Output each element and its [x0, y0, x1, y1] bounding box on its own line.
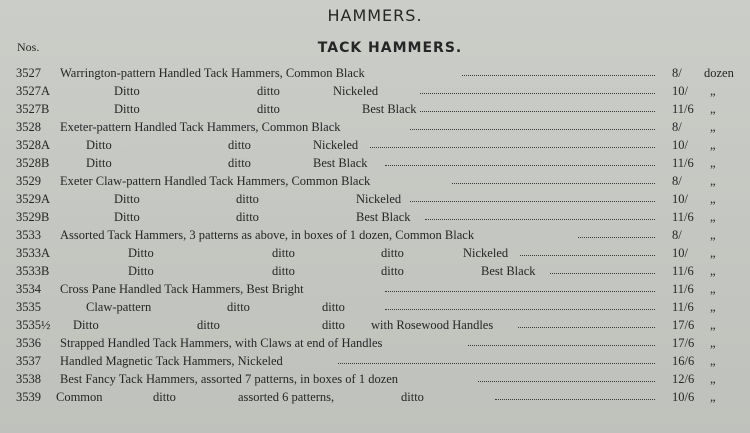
item-description: Ditto — [86, 138, 112, 152]
item-variant-col: ditto — [322, 300, 345, 314]
item-ditto-col: ditto — [272, 264, 295, 278]
dot-leader — [425, 219, 655, 220]
item-price: 11/6 — [672, 156, 694, 170]
table-row — [0, 370, 750, 388]
item-ditto-col: ditto — [272, 246, 295, 260]
item-unit: „ — [710, 174, 716, 188]
item-price: 10/ — [672, 138, 688, 152]
item-price: 11/6 — [672, 264, 694, 278]
item-number: 3529 — [16, 174, 41, 188]
item-number: 3533 — [16, 228, 41, 242]
dot-leader — [410, 201, 655, 202]
item-price: 10/6 — [672, 390, 695, 404]
dot-leader — [370, 147, 655, 148]
dot-leader — [385, 309, 655, 310]
item-number: 3528A — [16, 138, 51, 152]
item-number: 3535 — [16, 300, 41, 314]
table-row — [0, 352, 750, 370]
item-description: Ditto — [114, 210, 140, 224]
item-unit: „ — [710, 246, 716, 260]
item-price: 10/ — [672, 84, 688, 98]
item-ditto-col: ditto — [257, 102, 280, 116]
item-variant-col: Nickeled — [333, 84, 379, 98]
item-ditto-col: ditto — [236, 210, 259, 224]
table-row — [0, 154, 750, 172]
table-row — [0, 208, 750, 226]
dot-leader — [420, 111, 655, 112]
item-price: 11/6 — [672, 300, 694, 314]
item-description: Ditto — [73, 318, 99, 332]
table-row — [0, 226, 750, 244]
table-row — [0, 118, 750, 136]
table-row — [0, 388, 750, 406]
item-variant-col: ditto — [322, 318, 345, 332]
dot-leader — [578, 237, 655, 238]
item-unit: „ — [710, 336, 716, 350]
item-number: 3535½ — [16, 318, 51, 332]
item-description: Handled Magnetic Tack Hammers, Nickeled — [60, 354, 283, 368]
item-price: 12/6 — [672, 372, 695, 386]
table-row — [0, 82, 750, 100]
item-unit: „ — [710, 318, 716, 332]
dot-leader — [518, 327, 655, 328]
item-finish-col: with Rosewood Handles — [371, 318, 494, 332]
dot-leader — [420, 93, 655, 94]
dot-leader — [338, 363, 655, 364]
table-row — [0, 298, 750, 316]
item-description: Claw-pattern — [86, 300, 152, 314]
item-number: 3536 — [16, 336, 41, 350]
page-title: HAMMERS. — [327, 6, 423, 25]
item-description: Assorted Tack Hammers, 3 patterns as above, in boxes of 1 dozen, Common Black — [60, 228, 475, 242]
item-description: Ditto — [114, 102, 140, 116]
item-finish-col: Best Black — [481, 264, 536, 278]
item-number: 3534 — [16, 282, 41, 296]
item-price: 11/6 — [672, 210, 694, 224]
table-row — [0, 244, 750, 262]
table-row — [0, 262, 750, 280]
table-row — [0, 190, 750, 208]
item-price: 16/6 — [672, 354, 695, 368]
item-variant-col: Best Black — [356, 210, 411, 224]
item-unit: „ — [710, 372, 716, 386]
dot-leader — [550, 273, 655, 274]
item-unit: „ — [710, 102, 716, 116]
item-unit: „ — [710, 228, 716, 242]
item-price: 8/ — [672, 174, 682, 188]
table-row — [0, 172, 750, 190]
item-price: 10/ — [672, 192, 688, 206]
dot-leader — [495, 399, 655, 400]
nos-column-header: Nos. — [17, 40, 40, 54]
item-number: 3529B — [16, 210, 50, 224]
item-price: 8/ — [672, 228, 682, 242]
item-description: Ditto — [114, 192, 140, 206]
item-number: 3527A — [16, 84, 51, 98]
item-description: Best Fancy Tack Hammers, assorted 7 patterns, in boxes of 1 dozen — [60, 372, 399, 386]
dot-leader — [385, 291, 655, 292]
item-variant-col: Nickeled — [313, 138, 359, 152]
item-unit: „ — [710, 192, 716, 206]
dot-leader — [478, 381, 655, 382]
item-description: Ditto — [128, 246, 154, 260]
dot-leader — [452, 183, 655, 184]
item-price: 8/ — [672, 120, 682, 134]
item-number: 3539 — [16, 390, 41, 404]
item-description: Exeter-pattern Handled Tack Hammers, Common Black — [60, 120, 341, 134]
item-unit: „ — [710, 264, 716, 278]
item-description: Cross Pane Handled Tack Hammers, Best Bright — [60, 282, 304, 296]
item-description: Ditto — [114, 84, 140, 98]
item-variant-col: ditto — [381, 246, 404, 260]
section-subtitle: TACK HAMMERS. — [317, 40, 463, 56]
dot-leader — [385, 165, 655, 166]
dot-leader — [410, 129, 655, 130]
item-description: Strapped Handled Tack Hammers, with Claws at end of Handles — [60, 336, 383, 350]
item-number: 3528B — [16, 156, 50, 170]
item-price: 17/6 — [672, 318, 695, 332]
dot-leader — [462, 75, 655, 76]
item-finish-col: ditto — [401, 390, 424, 404]
item-price: 11/6 — [672, 102, 694, 116]
item-number: 3527 — [16, 66, 41, 80]
item-variant-col: Best Black — [313, 156, 368, 170]
item-description: Common — [56, 390, 103, 404]
item-number: 3529A — [16, 192, 51, 206]
item-finish-col: Nickeled — [463, 246, 509, 260]
item-ditto-col: ditto — [153, 390, 176, 404]
item-unit: dozen — [704, 66, 734, 80]
table-row — [0, 136, 750, 154]
item-price: 11/6 — [672, 282, 694, 296]
item-price: 17/6 — [672, 336, 695, 350]
dot-leader — [468, 345, 655, 346]
item-price: 10/ — [672, 246, 688, 260]
item-variant-col: ditto — [381, 264, 404, 278]
item-number: 3533A — [16, 246, 51, 260]
item-unit: „ — [710, 210, 716, 224]
item-variant-col: Nickeled — [356, 192, 402, 206]
item-number: 3528 — [16, 120, 41, 134]
item-number: 3538 — [16, 372, 41, 386]
item-number: 3537 — [16, 354, 41, 368]
dot-leader — [520, 255, 655, 256]
item-ditto-col: ditto — [257, 84, 280, 98]
item-unit: „ — [710, 120, 716, 134]
table-row — [0, 334, 750, 352]
item-ditto-col: ditto — [228, 138, 251, 152]
item-description: Exeter Claw-pattern Handled Tack Hammers, Common Black — [60, 174, 371, 188]
item-number: 3527B — [16, 102, 50, 116]
table-row — [0, 316, 750, 334]
item-unit: „ — [710, 282, 716, 296]
table-row — [0, 64, 750, 82]
item-ditto-col: ditto — [227, 300, 250, 314]
item-description: Ditto — [128, 264, 154, 278]
item-unit: „ — [710, 300, 716, 314]
item-unit: „ — [710, 354, 716, 368]
item-unit: „ — [710, 138, 716, 152]
table-row — [0, 280, 750, 298]
item-ditto-col: ditto — [197, 318, 220, 332]
item-variant-col: Best Black — [362, 102, 417, 116]
table-row — [0, 100, 750, 118]
item-price: 8/ — [672, 66, 682, 80]
item-ditto-col: ditto — [228, 156, 251, 170]
item-ditto-col: ditto — [236, 192, 259, 206]
item-unit: „ — [710, 156, 716, 170]
item-variant-col: assorted 6 patterns, — [238, 390, 335, 404]
item-description: Ditto — [86, 156, 112, 170]
item-unit: „ — [710, 390, 716, 404]
item-description: Warrington-pattern Handled Tack Hammers, Common Black — [60, 66, 365, 80]
item-number: 3533B — [16, 264, 50, 278]
item-unit: „ — [710, 84, 716, 98]
